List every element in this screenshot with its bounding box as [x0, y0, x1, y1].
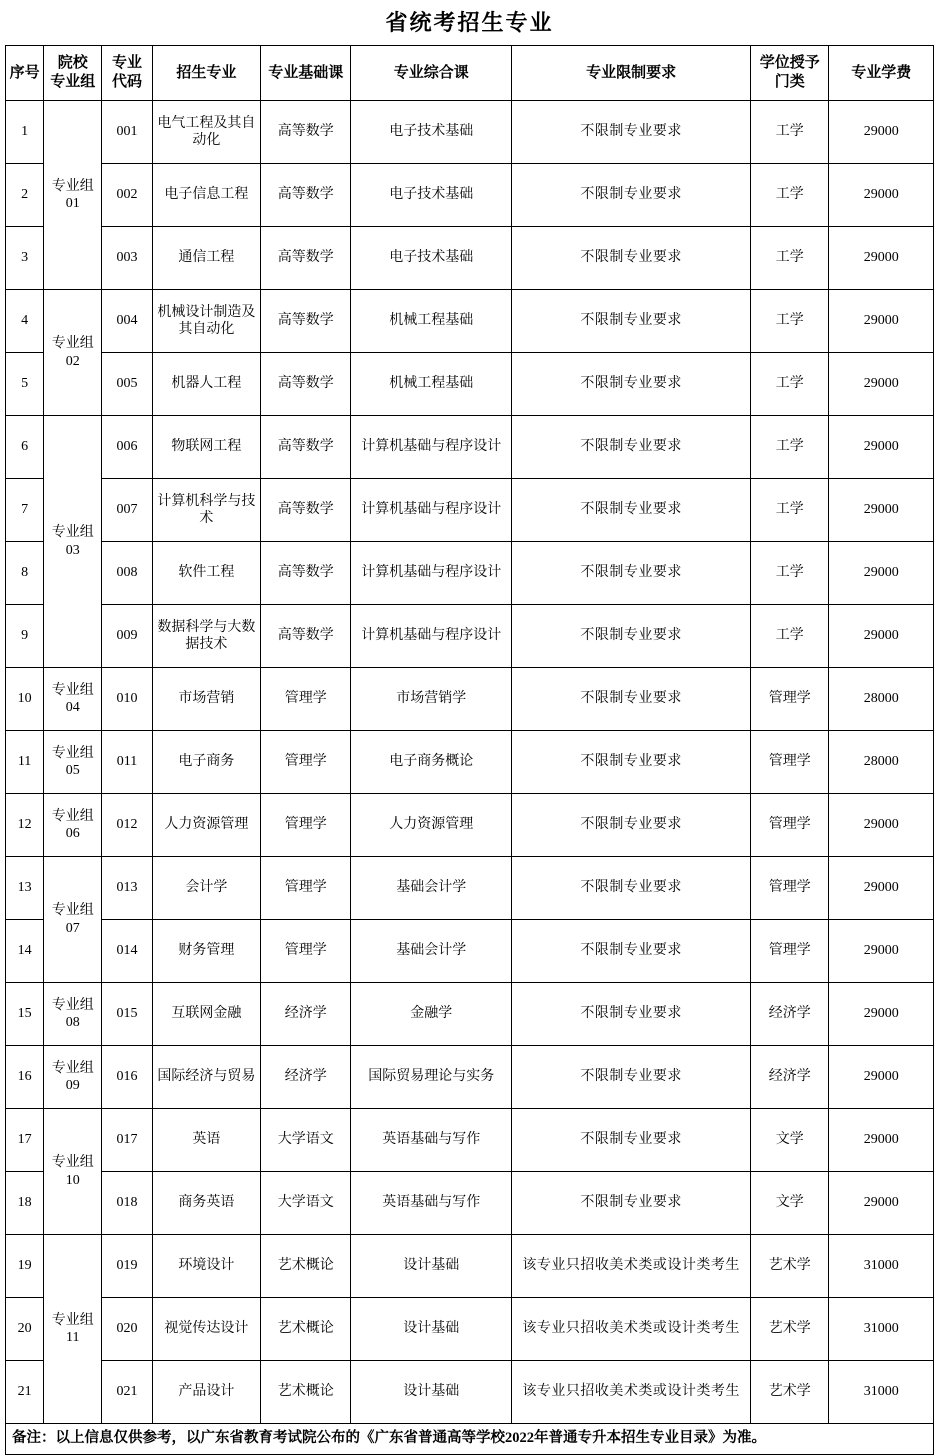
cell-program-group [44, 1109, 102, 1235]
cell-base-course: 高等数学 [261, 290, 351, 353]
cell-major-code: 004 [102, 290, 152, 353]
column-header-code-line2: 代码 [112, 74, 143, 90]
cell-tuition-fee: 29000 [829, 983, 934, 1046]
cell-comprehensive-course: 计算机基础与程序设计 [351, 416, 512, 479]
table-row [6, 1172, 934, 1235]
cell-major-code: 006 [102, 416, 152, 479]
cell-comprehensive-course: 机械工程基础 [351, 290, 512, 353]
column-header-code-line1: 专业 [112, 55, 143, 72]
cell-index: 5 [6, 353, 44, 416]
cell-program-group [44, 101, 102, 290]
column-header-restriction: 专业限制要求 [512, 46, 751, 101]
cell-index: 20 [6, 1298, 44, 1361]
cell-comprehensive-course: 英语基础与写作 [351, 1109, 512, 1172]
cell-restriction: 不限制专业要求 [512, 920, 751, 983]
cell-index: 6 [6, 416, 44, 479]
program-group-label-line1: 专业组 [51, 808, 94, 824]
cell-degree-category: 工学 [751, 164, 829, 227]
cell-comprehensive-course: 电子技术基础 [351, 164, 512, 227]
cell-major-code: 013 [102, 857, 152, 920]
table-row [6, 416, 934, 479]
cell-index: 11 [6, 731, 44, 794]
cell-index: 4 [6, 290, 44, 353]
cell-major-code: 018 [102, 1172, 152, 1235]
cell-base-course: 经济学 [261, 1046, 351, 1109]
table-row [6, 857, 934, 920]
table-row [6, 1298, 934, 1361]
cell-degree-category: 管理学 [751, 857, 829, 920]
cell-restriction: 不限制专业要求 [512, 1046, 751, 1109]
program-group-label-line1: 专业组 [51, 1312, 94, 1328]
cell-restriction: 不限制专业要求 [512, 794, 751, 857]
cell-tuition-fee: 29000 [829, 416, 934, 479]
cell-tuition-fee: 29000 [829, 920, 934, 983]
table-row [6, 983, 934, 1046]
page-title: 省统考招生专业 [385, 10, 554, 35]
cell-major-code: 015 [102, 983, 152, 1046]
cell-comprehensive-course: 市场营销学 [351, 668, 512, 731]
cell-degree-category: 艺术学 [751, 1361, 829, 1424]
table-row [6, 1109, 934, 1172]
program-group-label-line2: 08 [65, 1015, 80, 1030]
cell-degree-category: 艺术学 [751, 1298, 829, 1361]
cell-base-course: 大学语文 [261, 1172, 351, 1235]
cell-comprehensive-course: 基础会计学 [351, 920, 512, 983]
cell-program-group [44, 794, 102, 857]
cell-program-group [44, 290, 102, 416]
cell-restriction: 该专业只招收美术类或设计类考生 [512, 1235, 751, 1298]
cell-comprehensive-course: 人力资源管理 [351, 794, 512, 857]
cell-restriction: 该专业只招收美术类或设计类考生 [512, 1361, 751, 1424]
cell-comprehensive-course: 国际贸易理论与实务 [351, 1046, 512, 1109]
cell-major-name: 英语 [152, 1109, 260, 1172]
cell-program-group [44, 668, 102, 731]
cell-tuition-fee: 29000 [829, 857, 934, 920]
cell-degree-category: 管理学 [751, 794, 829, 857]
cell-degree-category: 工学 [751, 605, 829, 668]
cell-base-course: 艺术概论 [261, 1298, 351, 1361]
cell-restriction: 不限制专业要求 [512, 479, 751, 542]
cell-restriction: 不限制专业要求 [512, 1172, 751, 1235]
column-header-degree-line2: 门类 [774, 74, 805, 90]
column-header-group-line2: 专业组 [50, 74, 96, 90]
cell-index: 18 [6, 1172, 44, 1235]
cell-tuition-fee: 29000 [829, 101, 934, 164]
cell-base-course: 管理学 [261, 668, 351, 731]
cell-degree-category: 工学 [751, 416, 829, 479]
cell-restriction: 该专业只招收美术类或设计类考生 [512, 1298, 751, 1361]
program-group-label-line1: 专业组 [51, 903, 94, 918]
program-group-label-line1: 专业组 [51, 336, 94, 351]
cell-base-course: 艺术概论 [261, 1361, 351, 1424]
cell-tuition-fee: 29000 [829, 227, 934, 290]
cell-major-code: 014 [102, 920, 152, 983]
cell-major-name: 会计学 [152, 857, 260, 920]
cell-major-name: 机械设计制造及其自动化 [152, 290, 260, 353]
cell-degree-category: 工学 [751, 542, 829, 605]
column-header-base-course: 专业基础课 [261, 46, 351, 101]
cell-major-code: 020 [102, 1298, 152, 1361]
cell-program-group [44, 983, 102, 1046]
cell-index: 13 [6, 857, 44, 920]
cell-index: 8 [6, 542, 44, 605]
cell-program-group [44, 1046, 102, 1109]
cell-major-name: 计算机科学与技术 [152, 479, 260, 542]
cell-index: 15 [6, 983, 44, 1046]
cell-restriction: 不限制专业要求 [512, 353, 751, 416]
cell-base-course: 高等数学 [261, 227, 351, 290]
column-header-group [44, 46, 102, 101]
table-row [6, 101, 934, 164]
cell-major-name: 通信工程 [152, 227, 260, 290]
table-row [6, 479, 934, 542]
table-row [6, 794, 934, 857]
cell-comprehensive-course: 电子技术基础 [351, 101, 512, 164]
cell-major-name: 互联网金融 [152, 983, 260, 1046]
cell-major-name: 软件工程 [152, 542, 260, 605]
cell-index: 14 [6, 920, 44, 983]
cell-tuition-fee: 28000 [829, 668, 934, 731]
cell-restriction: 不限制专业要求 [512, 542, 751, 605]
cell-tuition-fee: 29000 [829, 1046, 934, 1109]
cell-base-course: 高等数学 [261, 479, 351, 542]
cell-index: 16 [6, 1046, 44, 1109]
cell-index: 12 [6, 794, 44, 857]
cell-base-course: 经济学 [261, 983, 351, 1046]
cell-restriction: 不限制专业要求 [512, 731, 751, 794]
cell-index: 19 [6, 1235, 44, 1298]
cell-base-course: 管理学 [261, 794, 351, 857]
cell-tuition-fee: 29000 [829, 1172, 934, 1235]
cell-major-code: 011 [102, 731, 152, 794]
cell-program-group [44, 1235, 102, 1424]
cell-major-name: 产品设计 [152, 1361, 260, 1424]
program-group-label-line2: 01 [65, 196, 80, 211]
cell-major-name: 电子信息工程 [152, 164, 260, 227]
cell-index: 10 [6, 668, 44, 731]
cell-comprehensive-course: 英语基础与写作 [351, 1172, 512, 1235]
cell-index: 17 [6, 1109, 44, 1172]
cell-tuition-fee: 31000 [829, 1235, 934, 1298]
program-group-label-line2: 09 [65, 1078, 80, 1093]
table-row [6, 668, 934, 731]
program-group-label-line2: 04 [65, 700, 80, 715]
cell-restriction: 不限制专业要求 [512, 983, 751, 1046]
cell-tuition-fee: 29000 [829, 794, 934, 857]
cell-program-group [44, 731, 102, 794]
cell-tuition-fee: 29000 [829, 479, 934, 542]
cell-restriction: 不限制专业要求 [512, 1109, 751, 1172]
cell-restriction: 不限制专业要求 [512, 101, 751, 164]
cell-comprehensive-course: 基础会计学 [351, 857, 512, 920]
cell-degree-category: 文学 [751, 1172, 829, 1235]
cell-base-course: 高等数学 [261, 164, 351, 227]
cell-major-code: 003 [102, 227, 152, 290]
column-header-index: 序号 [6, 46, 44, 101]
cell-comprehensive-course: 计算机基础与程序设计 [351, 542, 512, 605]
program-group-label-line2: 05 [65, 763, 80, 778]
cell-comprehensive-course: 机械工程基础 [351, 353, 512, 416]
cell-restriction: 不限制专业要求 [512, 227, 751, 290]
cell-comprehensive-course: 电子商务概论 [351, 731, 512, 794]
cell-major-code: 001 [102, 101, 152, 164]
table-body [6, 101, 934, 1424]
cell-index: 2 [6, 164, 44, 227]
table-header [6, 46, 934, 101]
program-group-label-line1: 专业组 [51, 1155, 94, 1170]
cell-major-code: 008 [102, 542, 152, 605]
column-header-major: 招生专业 [152, 46, 260, 101]
cell-base-course: 管理学 [261, 920, 351, 983]
cell-tuition-fee: 31000 [829, 1298, 934, 1361]
cell-major-name: 视觉传达设计 [152, 1298, 260, 1361]
table-row [6, 227, 934, 290]
cell-major-code: 002 [102, 164, 152, 227]
cell-major-code: 005 [102, 353, 152, 416]
cell-comprehensive-course: 计算机基础与程序设计 [351, 479, 512, 542]
cell-tuition-fee: 31000 [829, 1361, 934, 1424]
cell-major-code: 017 [102, 1109, 152, 1172]
cell-index: 21 [6, 1361, 44, 1424]
cell-base-course: 高等数学 [261, 605, 351, 668]
program-group-label-line2: 03 [65, 542, 80, 558]
cell-restriction: 不限制专业要求 [512, 164, 751, 227]
cell-index: 3 [6, 227, 44, 290]
table-row [6, 542, 934, 605]
cell-degree-category: 工学 [751, 353, 829, 416]
cell-major-code: 016 [102, 1046, 152, 1109]
cell-base-course: 高等数学 [261, 101, 351, 164]
cell-index: 9 [6, 605, 44, 668]
column-header-comprehensive-course: 专业综合课 [351, 46, 512, 101]
cell-degree-category: 艺术学 [751, 1235, 829, 1298]
cell-major-name: 商务英语 [152, 1172, 260, 1235]
table-row [6, 353, 934, 416]
program-group-label-line2: 02 [65, 353, 80, 369]
cell-tuition-fee: 29000 [829, 164, 934, 227]
cell-major-name: 电气工程及其自动化 [152, 101, 260, 164]
column-header-degree [751, 46, 829, 101]
table-row [6, 731, 934, 794]
cell-major-name: 国际经济与贸易 [152, 1046, 260, 1109]
admission-majors-table [5, 45, 934, 1424]
cell-major-name: 市场营销 [152, 668, 260, 731]
cell-major-code: 021 [102, 1361, 152, 1424]
cell-major-name: 财务管理 [152, 920, 260, 983]
program-group-label-line1: 专业组 [51, 997, 94, 1013]
cell-program-group [44, 416, 102, 668]
cell-comprehensive-course: 金融学 [351, 983, 512, 1046]
column-header-code [102, 46, 152, 101]
cell-major-code: 012 [102, 794, 152, 857]
cell-major-code: 019 [102, 1235, 152, 1298]
cell-tuition-fee: 28000 [829, 731, 934, 794]
cell-major-name: 电子商务 [152, 731, 260, 794]
cell-restriction: 不限制专业要求 [512, 290, 751, 353]
table-header-row [6, 46, 934, 101]
cell-restriction: 不限制专业要求 [512, 416, 751, 479]
cell-degree-category: 经济学 [751, 983, 829, 1046]
table-row [6, 605, 934, 668]
column-header-fee: 专业学费 [829, 46, 934, 101]
cell-index: 7 [6, 479, 44, 542]
program-group-label-line2: 11 [66, 1330, 80, 1345]
cell-program-group [44, 857, 102, 983]
cell-comprehensive-course: 设计基础 [351, 1361, 512, 1424]
table-row [6, 1046, 934, 1109]
table-row [6, 1361, 934, 1424]
cell-tuition-fee: 29000 [829, 353, 934, 416]
cell-base-course: 大学语文 [261, 1109, 351, 1172]
table-note: 备注：以上信息仅供参考，以广东省教育考试院公布的《广东省普通高等学校2022年普通专升本招生专业目录》为准。 [5, 1424, 934, 1455]
cell-comprehensive-course: 设计基础 [351, 1298, 512, 1361]
cell-base-course: 高等数学 [261, 416, 351, 479]
cell-major-name: 环境设计 [152, 1235, 260, 1298]
cell-tuition-fee: 29000 [829, 542, 934, 605]
cell-degree-category: 工学 [751, 227, 829, 290]
cell-major-code: 007 [102, 479, 152, 542]
cell-degree-category: 工学 [751, 101, 829, 164]
cell-base-course: 管理学 [261, 731, 351, 794]
program-group-label-line1: 专业组 [51, 1060, 94, 1076]
program-group-label-line2: 06 [65, 826, 80, 841]
cell-index: 1 [6, 101, 44, 164]
cell-major-name: 人力资源管理 [152, 794, 260, 857]
cell-major-code: 009 [102, 605, 152, 668]
cell-degree-category: 工学 [751, 290, 829, 353]
table-row [6, 920, 934, 983]
cell-restriction: 不限制专业要求 [512, 605, 751, 668]
cell-degree-category: 管理学 [751, 668, 829, 731]
cell-major-name: 数据科学与大数据技术 [152, 605, 260, 668]
cell-base-course: 高等数学 [261, 542, 351, 605]
program-group-label-line1: 专业组 [51, 178, 94, 194]
cell-restriction: 不限制专业要求 [512, 668, 751, 731]
cell-base-course: 高等数学 [261, 353, 351, 416]
program-group-label-line1: 专业组 [51, 745, 94, 761]
program-group-label-line2: 07 [65, 920, 80, 936]
program-group-label-line1: 专业组 [51, 525, 94, 540]
cell-major-name: 物联网工程 [152, 416, 260, 479]
cell-major-code: 010 [102, 668, 152, 731]
column-header-degree-line1: 学位授予 [759, 55, 820, 72]
table-row [6, 164, 934, 227]
cell-tuition-fee: 29000 [829, 290, 934, 353]
cell-base-course: 管理学 [261, 857, 351, 920]
cell-tuition-fee: 29000 [829, 605, 934, 668]
cell-comprehensive-course: 计算机基础与程序设计 [351, 605, 512, 668]
cell-degree-category: 管理学 [751, 731, 829, 794]
cell-comprehensive-course: 电子技术基础 [351, 227, 512, 290]
cell-degree-category: 工学 [751, 479, 829, 542]
cell-tuition-fee: 29000 [829, 1109, 934, 1172]
table-row [6, 290, 934, 353]
cell-degree-category: 文学 [751, 1109, 829, 1172]
table-row [6, 1235, 934, 1298]
cell-degree-category: 管理学 [751, 920, 829, 983]
column-header-group-line1: 院校 [57, 55, 88, 72]
program-group-label-line1: 专业组 [51, 682, 94, 698]
cell-restriction: 不限制专业要求 [512, 857, 751, 920]
cell-base-course: 艺术概论 [261, 1235, 351, 1298]
program-group-label-line2: 10 [65, 1172, 80, 1188]
cell-major-name: 机器人工程 [152, 353, 260, 416]
cell-degree-category: 经济学 [751, 1046, 829, 1109]
cell-comprehensive-course: 设计基础 [351, 1235, 512, 1298]
